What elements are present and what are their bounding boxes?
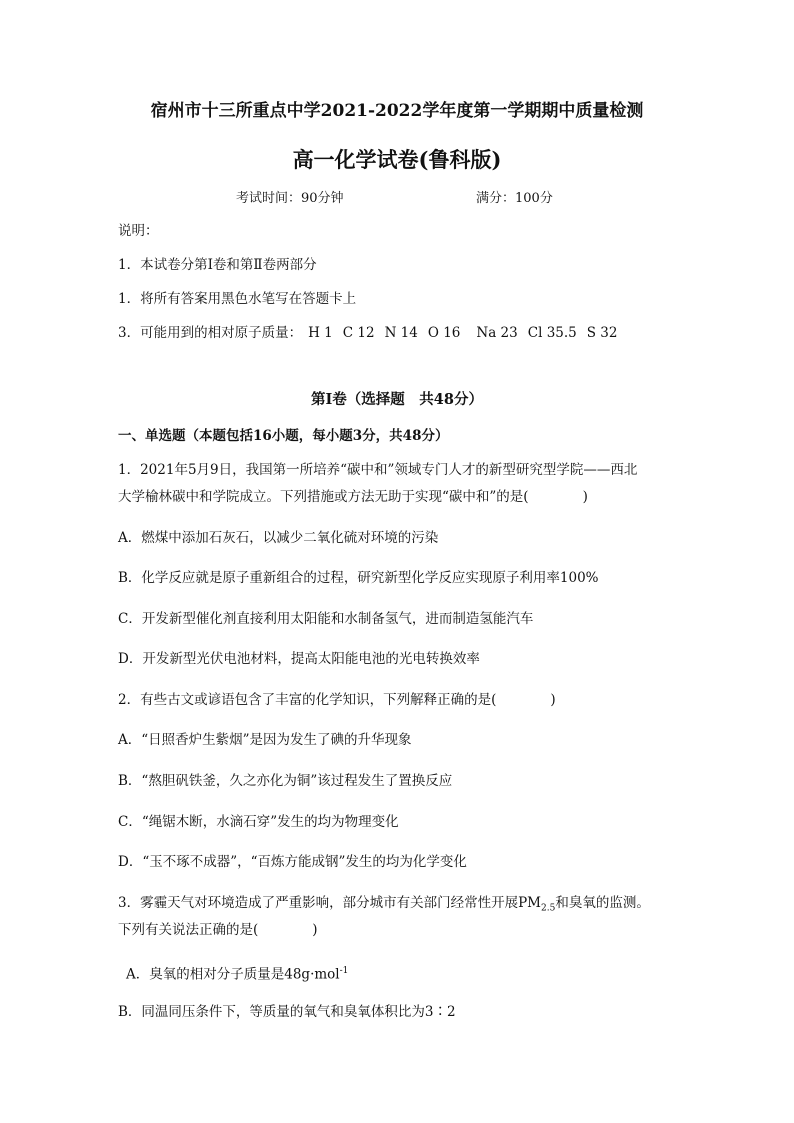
- atomic-mass-o: O 16: [427, 325, 461, 341]
- section-title: 第Ⅰ卷（选择题 共48分）: [311, 391, 483, 408]
- question-1-option-d: D．开发新型光伏电池材料，提高太阳能电池的光电转换效率: [118, 651, 480, 667]
- question-1-stem-line2: 大学榆林碳中和学院成立。下列措施或方法无助于实现“碳中和”的是( ): [118, 489, 588, 505]
- question-1-stem-line1: 1．2021年5月9日，我国第一所培养“碳中和”领域专门人才的新型研究型学院——西北: [118, 462, 638, 478]
- atomic-mass-s: S 32: [586, 325, 618, 341]
- question-1-option-c: C．开发新型催化剂直接利用太阳能和水制备氢气，进而制造氢能汽车: [118, 611, 534, 627]
- question-2-option-d: D．“玉不琢不成器”，“百炼方能成钢”发生的均为化学变化: [118, 854, 467, 870]
- atomic-mass-n: N 14: [384, 325, 418, 341]
- question-1-option-a: A．燃煤中添加石灰石，以减少二氧化硫对环境的污染: [118, 530, 439, 546]
- question-3-stem-line2: 下列有关说法正确的是( ): [118, 922, 318, 938]
- question-3-option-a-text: A．臭氧的相对分子质量是48g·mol: [126, 966, 340, 983]
- question-2-option-a: A．“日照香炉生紫烟”是因为发生了碘的升华现象: [118, 732, 412, 748]
- full-score: 满分：100分: [476, 191, 553, 206]
- notes-heading: 说明：: [118, 223, 159, 239]
- atomic-mass-cl: Cl 35.5: [527, 325, 577, 341]
- atomic-mass-c: C 12: [342, 325, 375, 341]
- note-item-2: 1．将所有答案用黑色水笔写在答题卡上: [118, 291, 357, 307]
- note-item-3-label: 3．可能用到的相对原子质量：: [118, 325, 303, 341]
- question-2-stem: 2．有些古文或谚语包含了丰富的化学知识，下列解释正确的是( ): [118, 692, 556, 708]
- question-1-option-b: B．化学反应就是原子重新组合的过程，研究新型化学反应实现原子利用率100%: [118, 570, 599, 586]
- question-3-stem-part1: 3．雾霾天气对环境造成了严重影响，部分城市有关部门经常性开展PM: [118, 895, 541, 911]
- atomic-mass-na: Na 23: [476, 325, 518, 341]
- question-2-option-c: C．“绳锯木断，水滴石穿”发生的均为物理变化: [118, 814, 399, 830]
- question-3-stem-line1: [118, 893, 650, 919]
- question-2-option-b: B．“熬胆矾铁釜，久之亦化为铜”该过程发生了置换反应: [118, 773, 453, 789]
- note-item-1: 1．本试卷分第Ⅰ卷和第Ⅱ卷两部分: [118, 257, 317, 273]
- question-3-option-a: [126, 961, 348, 985]
- atomic-mass-h: H 1: [308, 325, 333, 341]
- exam-title: 高一化学试卷(鲁科版): [292, 147, 502, 172]
- unit-superscript: -1: [339, 966, 349, 976]
- note-item-3: [118, 323, 627, 343]
- question-3-option-b: B．同温同压条件下，等质量的氧气和臭氧体积比为3∶2: [118, 1004, 456, 1020]
- section-subtitle: 一、单选题（本题包括16小题，每小题3分，共48分）: [118, 428, 449, 444]
- school-title: 宿州市十三所重点中学2021-2022学年度第一学期期中质量检测: [150, 101, 644, 121]
- question-3-stem-part2: 和臭氧的监测。: [555, 895, 650, 911]
- exam-time: 考试时间：90分钟: [236, 191, 344, 206]
- pm-subscript: 2.5: [541, 903, 556, 914]
